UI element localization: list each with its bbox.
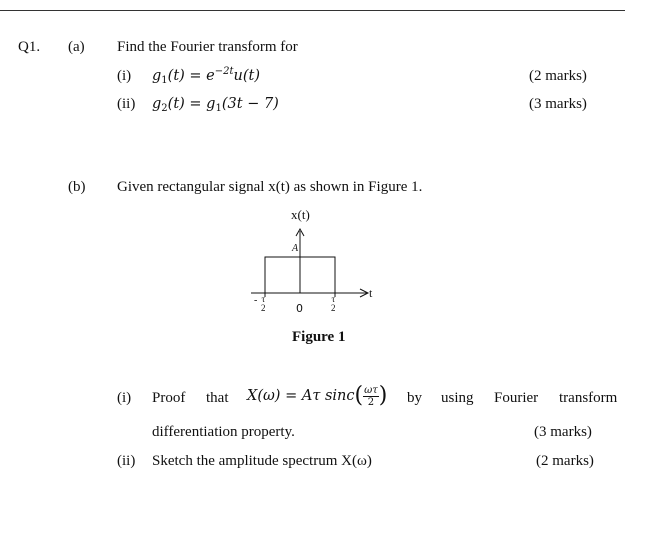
part-a-item-2-marks: (3 marks) — [529, 96, 587, 112]
tick-left-minus: - — [254, 295, 258, 306]
figure-1 — [245, 205, 385, 330]
tick-zero-label: 0 — [296, 302, 303, 315]
part-b-item-1-continuation: differentiation property. — [152, 424, 295, 440]
part-b-item-1-word: using — [441, 390, 474, 406]
part-a-item-2-equation: $g_2(t) = g_1(3t - 7)$ — [152, 96, 279, 114]
part-b-item-2-number: (ii) — [117, 453, 136, 469]
part-b-label: (b) — [68, 179, 86, 195]
part-b-item-1-equation: X(ω) = Aτ sinc( $\frac{\omega\tau}{2}$ ) — [247, 383, 388, 408]
part-a-item-1-marks: (2 marks) — [529, 68, 587, 84]
part-b-item-1-marks: (3 marks) — [534, 424, 592, 440]
part-a-prompt: Find the Fourier transform for — [117, 39, 298, 55]
part-b-prompt: Given rectangular signal x(t) as shown in Figure 1. — [117, 179, 423, 195]
part-b-item-2-text: Sketch the amplitude spectrum X(ω) — [152, 453, 372, 469]
question-number: Q1. — [18, 39, 41, 55]
part-a-item-2-number: (ii) — [117, 96, 136, 112]
rect-signal-plot — [245, 205, 385, 330]
part-b-item-1-word: Proof — [152, 390, 186, 406]
part-b-item-1-word: by — [407, 390, 422, 406]
figure-caption: Figure 1 — [292, 329, 346, 345]
tick-left-label: τ 2 — [261, 294, 266, 313]
part-a-label: (a) — [68, 39, 85, 55]
part-b-item-1-word: that — [206, 390, 229, 406]
part-b-item-2-marks: (2 marks) — [536, 453, 594, 469]
figure-amplitude-label: A — [292, 243, 299, 254]
part-b-item-1-word: Fourier — [494, 390, 539, 406]
figure-y-label: x(t) — [291, 207, 310, 222]
top-rule — [0, 10, 625, 11]
tick-right-label: τ 2 — [331, 294, 336, 313]
part-a-item-1-number: (i) — [117, 68, 132, 84]
part-b-item-1-number: (i) — [117, 390, 132, 406]
part-b-item-1-word: transform — [559, 390, 618, 406]
part-a-item-1-equation: $g_1(t) = e^{-2t}u(t)$ — [152, 66, 261, 86]
figure-x-label: t — [369, 286, 373, 300]
